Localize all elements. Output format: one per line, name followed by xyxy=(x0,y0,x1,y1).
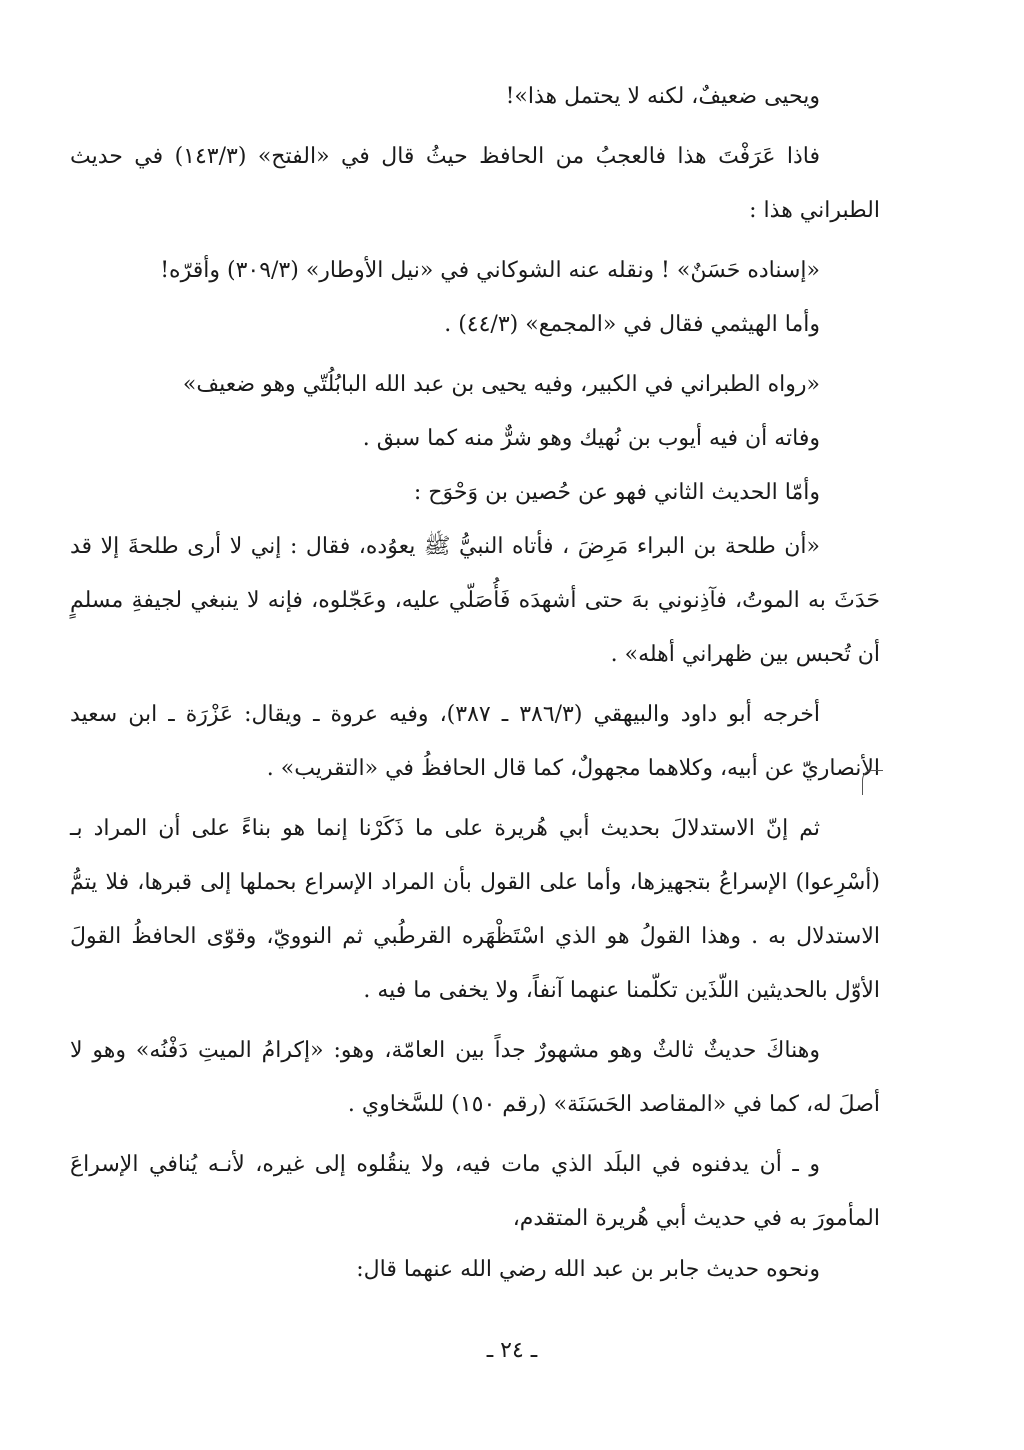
paragraph-second-hadith: وأمّا الحديث الثاني فهو عن حُصين بن وَحْوَح : xyxy=(413,480,820,505)
body-text xyxy=(70,70,880,1294)
quote-talha-hadith: «أن طلحة بن البراء مَرِضَ ، فأتاه النبيُّ ﷺ يعوُده، فقال : إني لا أرى طلحةَ إلا قد حَدَثَ به الموتُ، فآذِنوني بهَ حتى أشهدَه فَأُصَلّي عليه، وعَجّلوه، فإنه لا ينبغي لجيفةِ مسلمٍ أن تُحبس بين ظهراني أهله» . xyxy=(70,534,880,667)
paragraph-jabir-hadith: ونحوه حديث جابر بن عبد الله رضي الله عنهما قال: xyxy=(356,1257,820,1282)
paragraph-ayyub-nuhayk: وفاته أن فيه أيوب بن نُهيك وهو شرٌّ منه كما سبق . xyxy=(362,426,820,451)
quote-tabarani-kabir: «رواه الطبراني في الكبير، وفيه يحيى بن عبد الله البابُلُتّي وهو ضعيف» xyxy=(182,372,820,397)
margin-bracket-mark xyxy=(862,770,883,795)
paragraph-yahya-weak: ويحيى ضعيفٌ، لكنه لا يحتمل هذا»! xyxy=(505,84,820,109)
paragraph-burial-place: و ـ أن يدفنوه في البلَد الذي مات فيه، ولا ينقُلوه إلى غيره، لأنـه يُنافي الإسراعَ المأمورَ به في حديث أبي هُريرة المتقدم، xyxy=(70,1152,880,1231)
page-number: ـ ٢٤ ـ xyxy=(486,1338,538,1363)
paragraph-fath-citation: فاذا عَرَفْتَ هذا فالعجبُ من الحافظ حيثُ قال في «الفتح» (١٤٣/٣) في حديث الطبراني هذا : xyxy=(70,144,880,223)
paragraph-third-hadith: وهناكَ حديثٌ ثالثٌ وهو مشهورٌ جداً بين العامّة، وهو: «إكرامُ الميتِ دَفْنُه» وهو لا أصلَ له، كما في «المقاصد الحَسَنَة» (رقم ١٥٠) للسَّخاوي . xyxy=(70,1038,880,1117)
paragraph-isnad-hasan: «إسناده حَسَنٌ» ! ونقله عنه الشوكاني في «نيل الأوطار» (٣٠٩/٣) وأقرّه! xyxy=(160,258,820,283)
paragraph-abu-dawud-takhrij: أخرجه أبو داود والبيهقي (٣٨٦/٣ ـ ٣٨٧)، وفيه عروة ـ ويقال: عَزْرَة ـ ابن سعيد الأنصاريّ عن أبيه، وكلاهما مجهولٌ، كما قال الحافظُ في «التقريب» . xyxy=(70,702,880,781)
paragraph-istidlal: ثم إنّ الاستدلالَ بحديث أبي هُريرة على ما ذَكَرْنا إنما هو بناءً على أن المراد بـ (أسْرِعوا) الإسراعُ بتجهيزها، وأما على القول بأن المراد الإسراع بحملها إلى قبرها، فلا يتمُّ الاستدلال به . وهذا القولُ هو الذي اسْتَظْهَره القرطُبي ثم النوويّ، وقوّى الحافظُ القولَ الأوّل بالحديثين اللّذَين تكلّمنا عنهما آنفاً، ولا يخفى ما فيه . xyxy=(70,816,880,1003)
paragraph-haythami: وأما الهيثمي فقال في «المجمع» (٤٤/٣) . xyxy=(444,312,820,337)
